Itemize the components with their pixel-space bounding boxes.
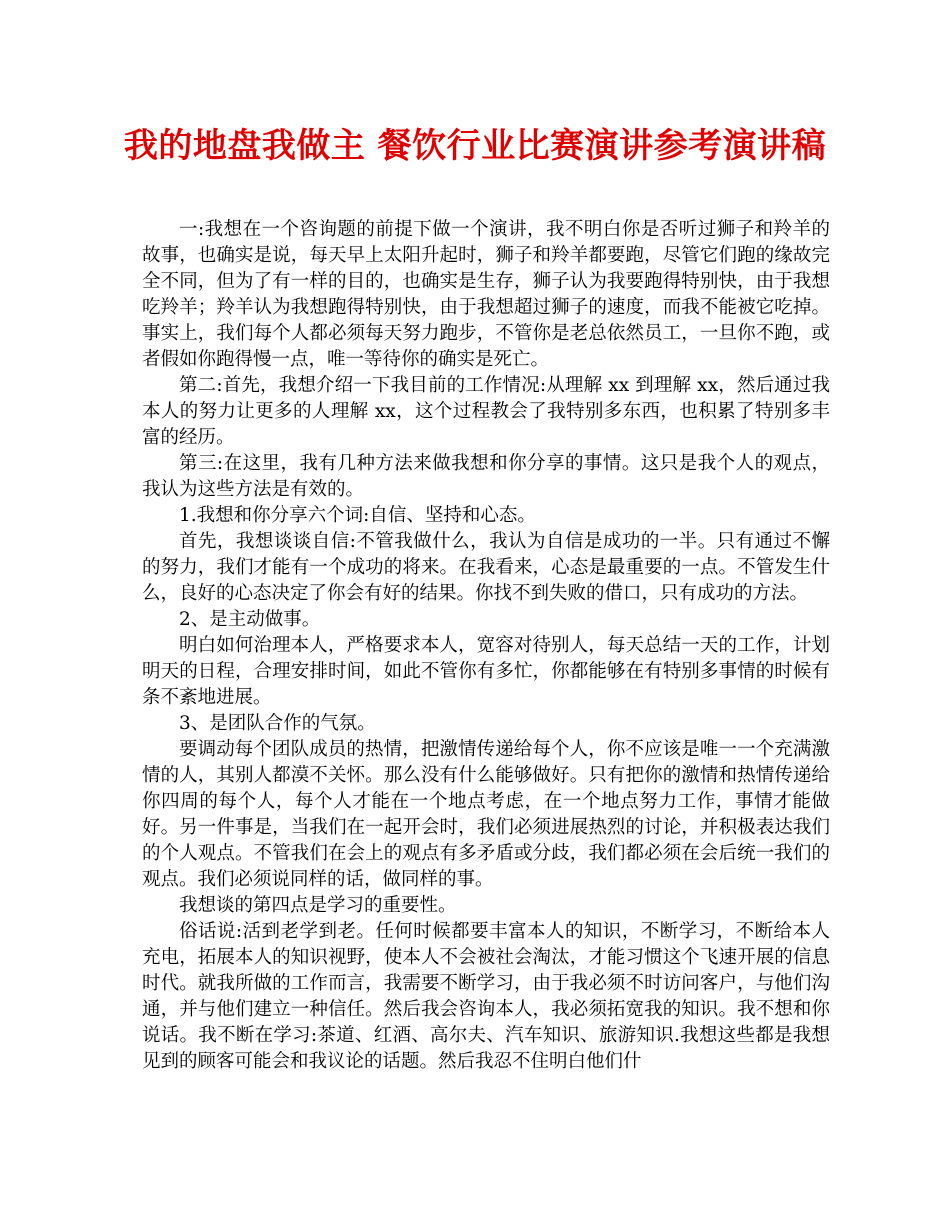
paragraph-methods: 第三:在这里，我有几种方法来做我想和你分享的事情。这只是我个人的观点，我认为这些方法是有效的。 bbox=[142, 453, 830, 500]
paragraph-point-2: 2、是主动做事。 bbox=[179, 609, 321, 630]
paragraph-confidence: 首先，我想谈谈自信:不管我做什么，我认为自信是成功的一半。只有通过不懈的努力，我们才能有一个成功的将来。在我看来，心态是最重要的一点。不管发生什么，良好的心态决定了你会有好的结果。你找不到失败的借口，只有成功的方法。 bbox=[142, 531, 830, 604]
paragraph-self-management: 明白如何治理本人，严格要求本人，宽容对待别人，每天总结一天的工作，计划明天的日程，合理安排时间，如此不管你有多忙，你都能够在有特别多事情的时候有条不紊地进展。 bbox=[142, 635, 830, 708]
document-title: 我的地盘我做主 餐饮行业比赛演讲参考演讲稿 bbox=[123, 126, 827, 166]
paragraph-teamwork: 要调动每个团队成员的热情，把激情传递给每个人，你不应该是唯一一个充满激情的人，其别人都漠不关怀。那么没有什么能够做好。只有把你的激情和热情传递给你四周的每个人，每个人才能在一个地点考虑，在一个地点努力工作，事情才能做好。另一件事是，当我们在一起开会时，我们必须进展热烈的讨论，并积极表达我们的个人观点。不管我们在会上的观点有多矛盾或分歧，我们都必须在会后统一我们的观点。我们必须说同样的话，做同样的事。 bbox=[142, 739, 830, 890]
paragraph-work-situation: 第二:首先，我想介绍一下我目前的工作情况:从理解 xx 到理解 xx，然后通过我本人的努力让更多的人理解 xx，这个过程教会了我特别多东西，也积累了特别多丰富的经历。 bbox=[142, 375, 830, 448]
document-body bbox=[142, 217, 830, 1075]
paragraph-lion-antelope: 一:我想在一个咨询题的前提下做一个演讲，我不明白你是否听过狮子和羚羊的故事，也确实是说，每天早上太阳升起时，狮子和羚羊都要跑，尽管它们跑的缘故完全不同，但为了有一样的目的，也确实是生存，狮子认为我要跑得特别快，由于我想吃羚羊；羚羊认为我想跑得特别快，由于我想超过狮子的速度，而我不能被它吃掉。事实上，我们每个人都必须每天努力跑步，不管你是老总依然员工，一旦你不跑，或者假如你跑得慢一点，唯一等待你的确实是死亡。 bbox=[142, 219, 830, 370]
paragraph-point-4: 我想谈的第四点是学习的重要性。 bbox=[179, 895, 457, 916]
paragraph-point-3: 3、是团队合作的气氛。 bbox=[179, 713, 376, 734]
paragraph-learning: 俗话说:活到老学到老。任何时候都要丰富本人的知识，不断学习，不断给本人充电，拓展本人的知识视野，使本人不会被社会淘汰，才能习惯这个飞速开展的信息时代。就我所做的工作而言，我需要不断学习，由于我必须不时访问客户，与他们沟通，并与他们建立一种信任。然后我会咨询本人，我必须拓宽我的知识。我不想和你说话。我不断在学习:茶道、红酒、高尔夫、汽车知识、旅游知识.我想这些都是我想见到的顾客可能会和我议论的话题。然后我忍不住明白他们什 bbox=[142, 921, 830, 1072]
paragraph-point-1: 1.我想和你分享六个词:自信、坚持和心态。 bbox=[179, 505, 536, 526]
